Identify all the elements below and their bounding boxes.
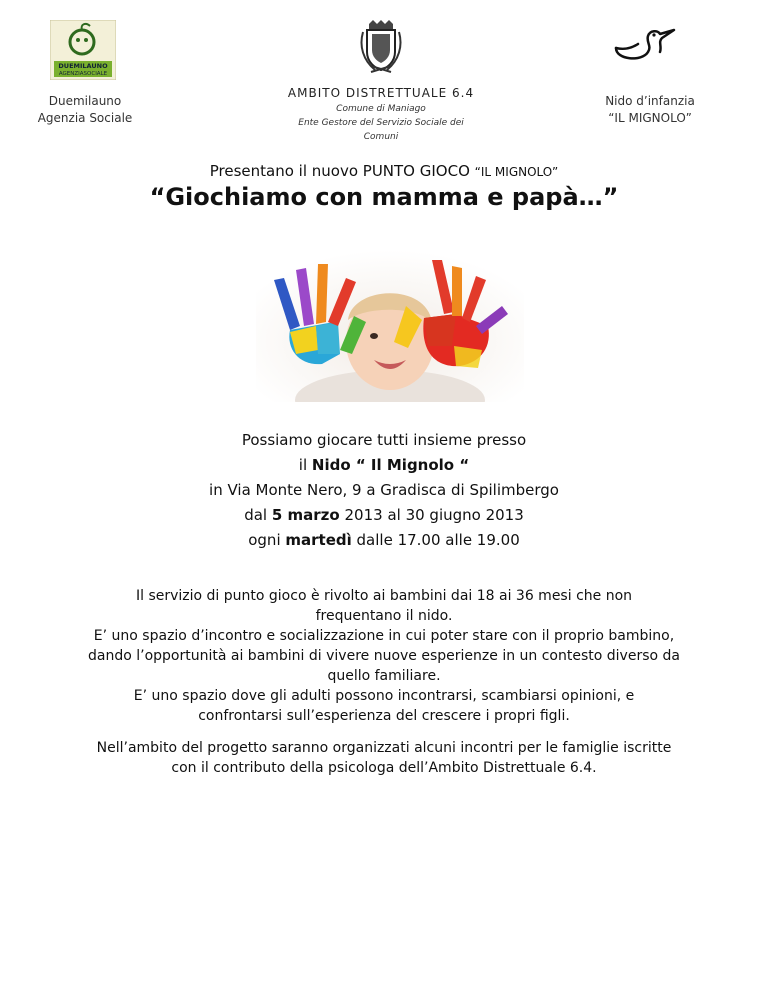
description-line: frequentano il nido. — [315, 608, 453, 624]
presenting-line — [0, 162, 768, 180]
logo-text-1: DUEMILAUNO — [58, 62, 108, 70]
info-address: in Via Monte Nero, 9 a Gradisca di Spilimbergo — [209, 481, 559, 499]
description-line: E’ uno spazio dove gli adulti possono incontrarsi, scambiarsi opinioni, e — [133, 688, 635, 704]
nursery-venue: Nido “ Il Mignolo “ — [311, 456, 470, 474]
agency-name: Duemilauno — [48, 94, 122, 108]
note-line: Nell’ambito del progetto saranno organizzati alcuni incontri per le famiglie iscritte — [96, 740, 672, 756]
info-schedule-prefix: ogni — [248, 531, 286, 549]
weekday: martedì — [285, 531, 352, 549]
description-line: E’ uno spazio d’incontro e socializzazione in cui poter stare con il proprio bambino, — [93, 628, 675, 644]
info-line-2 — [0, 453, 768, 478]
district-manager-line1: Ente Gestore del Servizio Sociale dei — [298, 118, 464, 128]
start-date: 5 marzo — [271, 506, 340, 524]
event-info — [0, 428, 768, 553]
presenting-name: “IL MIGNOLO” — [474, 165, 559, 179]
agency-label — [20, 93, 150, 127]
logo-text-2: AGENZIASOCIALE — [58, 71, 108, 77]
nursery-name: “IL MIGNOLO” — [608, 111, 692, 125]
info-dates-prefix: dal — [244, 506, 272, 524]
district-manager-line2: Comuni — [363, 132, 399, 142]
description-line: quello familiare. — [327, 668, 441, 684]
child-painted-hands-image — [256, 250, 524, 402]
district-label — [268, 86, 494, 144]
info-line-2-prefix: il — [298, 456, 312, 474]
description-line: confrontarsi sull’esperienza del crescere i propri figli. — [198, 708, 570, 724]
info-schedule — [0, 528, 768, 553]
agency-subtitle: Agenzia Sociale — [37, 111, 133, 125]
info-dates — [0, 503, 768, 528]
note-line: con il contributo della psicologa dell’Ambito Distrettuale 6.4. — [171, 760, 597, 776]
presenting-prefix: Presentano il nuovo PUNTO GIOCO — [209, 162, 470, 180]
coat-of-arms-icon — [357, 20, 405, 76]
district-municipality: Comune di Maniago — [336, 104, 426, 114]
info-schedule-rest: dalle 17.00 alle 19.00 — [351, 531, 520, 549]
district-title: AMBITO DISTRETTUALE 6.4 — [287, 86, 475, 100]
service-description — [60, 586, 708, 726]
nursery-label — [585, 93, 715, 127]
info-line-1: Possiamo giocare tutti insieme presso — [241, 431, 527, 449]
nursery-type: Nido d’infanzia — [605, 94, 695, 108]
description-line: dando l’opportunità ai bambini di vivere nuove esperienze in un contesto diverso da — [88, 648, 680, 664]
page-title: “Giochiamo con mamma e papà…” — [149, 183, 619, 211]
duck-icon — [612, 26, 678, 66]
info-dates-rest: 2013 al 30 giugno 2013 — [339, 506, 524, 524]
description-line: Il servizio di punto gioco è rivolto ai bambini dai 18 ai 36 mesi che non — [135, 588, 633, 604]
project-note — [60, 738, 708, 778]
duemilauno-logo — [50, 20, 116, 80]
